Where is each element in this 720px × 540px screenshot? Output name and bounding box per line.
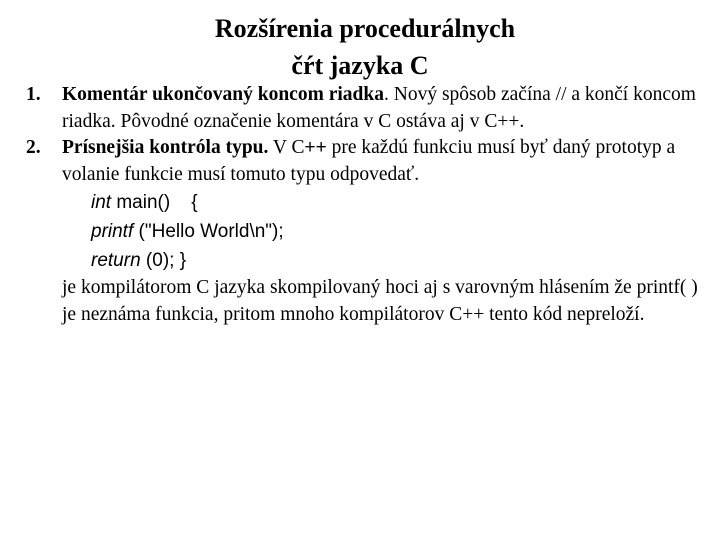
item-text-plus: ++: [304, 137, 327, 158]
code-keyword: int: [91, 192, 112, 213]
code-keyword: printf: [91, 221, 134, 242]
code-text: (0); }: [140, 250, 187, 271]
list-item-1: [26, 82, 716, 135]
item-number: 2.: [26, 137, 41, 158]
list-item-2: [26, 135, 716, 188]
code-line-1: [91, 188, 716, 217]
item-number: 1.: [26, 84, 41, 105]
code-keyword: return: [91, 250, 141, 271]
title-line-2: čŕt jazyka C: [291, 51, 429, 80]
slide-title: [0, 10, 720, 84]
item-text: . Nový spôsob začína // a končí koncom riadka. Pôvodné označenie komentára v C ostáva aj v C++.: [62, 84, 696, 132]
code-text: main() {: [111, 192, 198, 213]
item-heading: Komentár ukončovaný koncom riadka: [62, 84, 384, 105]
title-line-1: Rozšírenia procedurálnych: [214, 14, 516, 43]
code-line-2: [91, 217, 716, 246]
item-text-a: V C: [268, 137, 305, 158]
code-text: ("Hello World\n");: [133, 221, 284, 242]
explanation-text: je kompilátorom C jazyka skompilovaný hoci aj s varovným hlásením že printf( ) je neznáma funkcia, pritom mnoho kompilátorov C++ tento kód nepreloží.: [62, 277, 698, 325]
code-line-3: [91, 246, 716, 275]
item-heading: Prísnejšia kontróla typu.: [62, 137, 269, 158]
item-text-b: pre každú funkciu musí byť daný prototyp a volanie funkcie musí tomuto typu odpovedať.: [62, 137, 676, 185]
code-block: [26, 188, 716, 275]
slide-content: [26, 82, 716, 328]
